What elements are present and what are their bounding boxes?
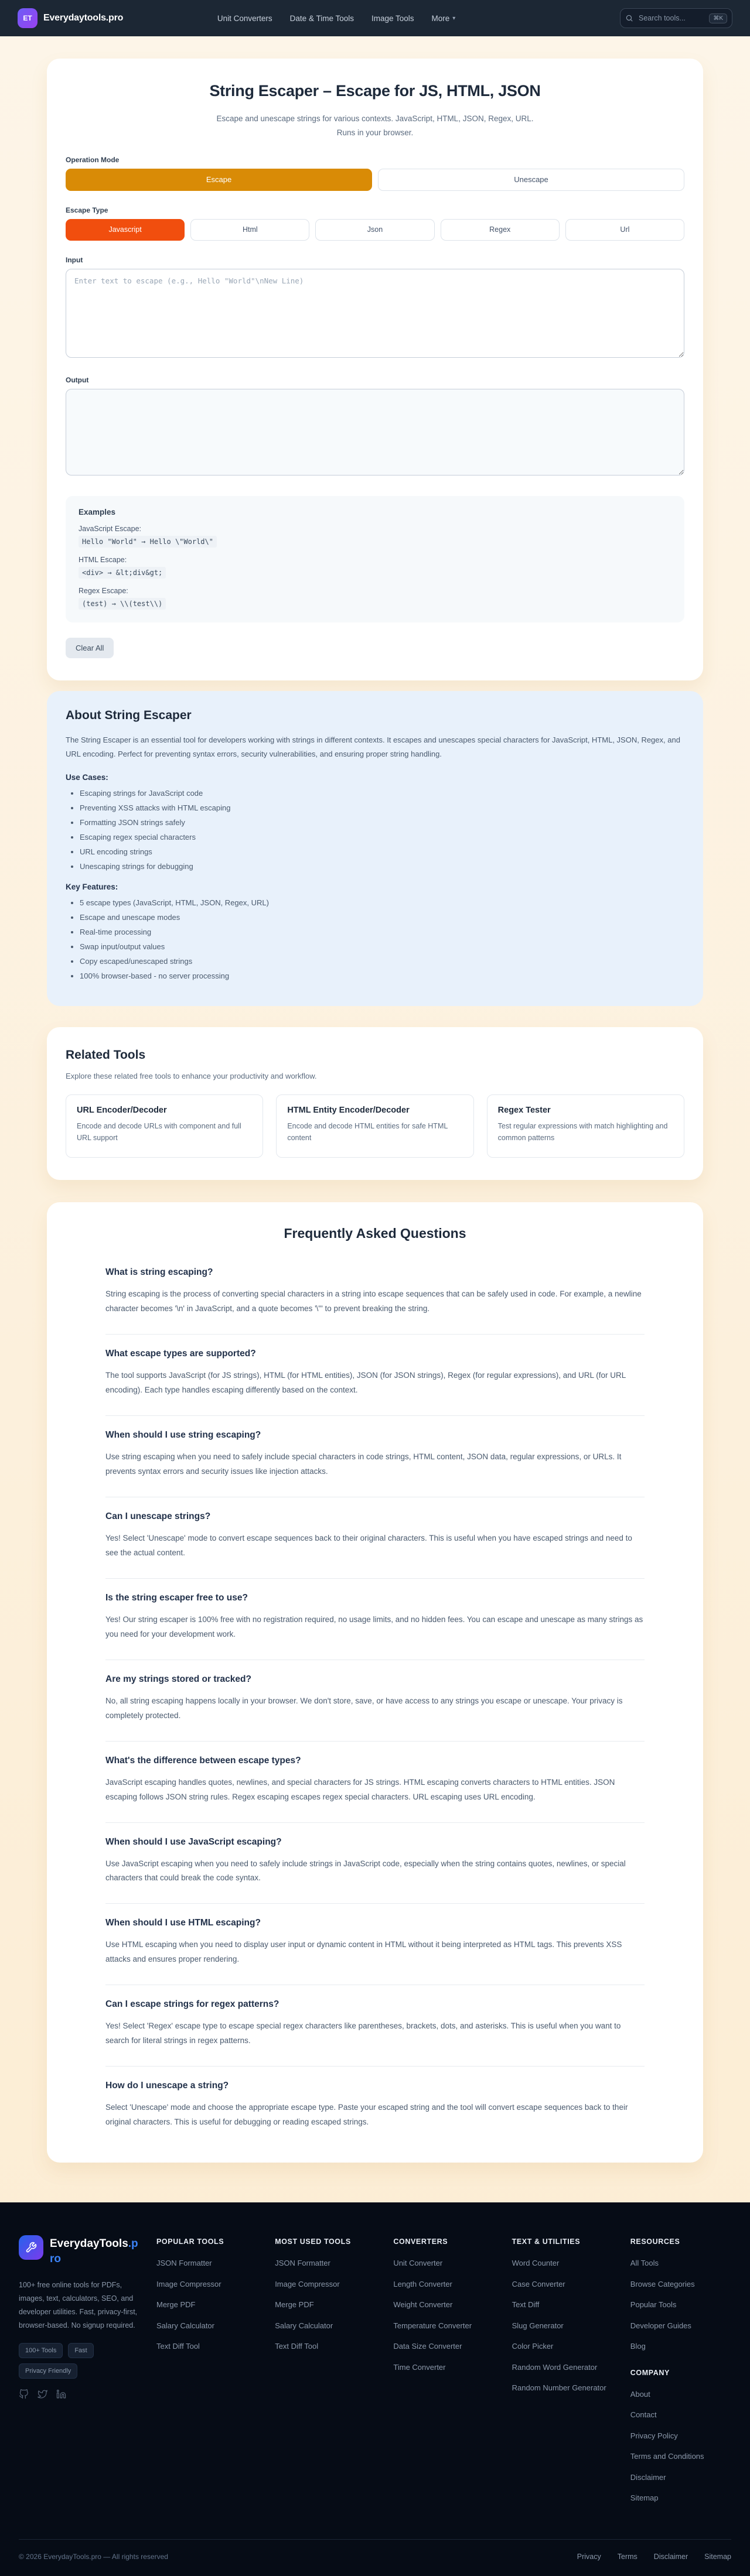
footer-link[interactable]: Merge PDF (275, 2300, 314, 2310)
key-feature-item: • 100% browser-based - no server processing (80, 971, 684, 980)
nav-item-unit-converters[interactable]: Unit Converters (217, 13, 272, 23)
example-code: Hello "World" → Hello \"World\" (79, 536, 217, 548)
footer-link[interactable]: Contact (630, 2410, 657, 2420)
faq-question: How do I unescape a string? (105, 2081, 229, 2091)
badge-privacy: Privacy Friendly (19, 2363, 77, 2379)
faq-item (105, 1823, 645, 1904)
brand[interactable] (18, 8, 123, 28)
footer-link[interactable]: Salary Calculator (275, 2321, 333, 2330)
about-section (47, 691, 703, 1006)
page-content (47, 36, 703, 2182)
footer-link[interactable]: Disclaimer (630, 2472, 666, 2482)
key-feature-item: • Copy escaped/unescaped strings (80, 957, 684, 966)
github-icon[interactable] (19, 2389, 29, 2399)
faq-question: Are my strings stored or tracked? (105, 1674, 251, 1684)
footer-link[interactable]: Privacy Policy (630, 2431, 678, 2440)
faq-item (105, 1335, 645, 1416)
social-links (19, 2389, 139, 2399)
footer-link[interactable]: Image Compressor (275, 2279, 340, 2288)
footer-column-text-utilities: TEXT & UTILITIES Word Counter Case Converter Text Diff Slug Generator Color Picker Random Word Generator Random Number Generator (512, 2235, 613, 2513)
examples-title: Examples (79, 507, 116, 516)
footer-link[interactable]: Time Converter (393, 2362, 446, 2372)
footer-brand-name: EverydayTools.pro (50, 2238, 138, 2265)
footer-link[interactable]: Case Converter (512, 2279, 565, 2288)
key-feature-item: • Swap input/output values (80, 942, 684, 951)
footer-column-converters: CONVERTERS Unit Converter Length Converter Weight Converter Temperature Converter Data Size Converter Time Converter (393, 2235, 494, 2513)
legal-link-disclaimer[interactable]: Disclaimer (653, 2552, 688, 2561)
footer-link[interactable]: Color Picker (512, 2342, 554, 2351)
faq-answer: Use HTML escaping when you need to display user input or dynamic content in HTML without it being interpreted as HTML tags. This prevents XSS attacks and ensures proper rendering. (105, 1940, 622, 1964)
footer-link[interactable]: Popular Tools (630, 2300, 677, 2310)
faq-question: Is the string escaper free to use? (105, 1592, 248, 1603)
nav-item-image-tools[interactable]: Image Tools (371, 13, 414, 23)
type-html-button[interactable]: Html (190, 219, 309, 241)
examples-panel (66, 496, 684, 622)
output-textarea[interactable] (66, 389, 684, 475)
footer-column-resources-company: RESOURCES All Tools Browse Categories Popular Tools Developer Guides Blog COMPANY About Contact Privacy Policy Terms and Conditions Disclaimer Sitemap (630, 2235, 731, 2513)
faq-item (105, 1497, 645, 1579)
faq-answer: String escaping is the process of converting special characters in a string into escape sequences that can be safely used in code. For example, a newline character becomes '\n' in JavaScript, and a quote becomes '\"' to prevent breaking the string. (105, 1289, 642, 1313)
search-input[interactable] (638, 13, 696, 23)
faq-answer: JavaScript escaping handles quotes, newlines, and special characters for JS strings. HTML escaping converts characters to HTML entities. JSON escaping follows JSON string rules. Regex escaping escapes regex special characters. URL escaping uses URL encoding. (105, 1777, 615, 1801)
use-case-item: • URL encoding strings (80, 847, 684, 856)
faq-answer: Yes! Select 'Unescape' mode to convert escape sequences back to their original characters. This is useful when you have escaped strings and need to see the actual content. (105, 1533, 632, 1557)
nav-item-date-time-tools[interactable]: Date & Time Tools (289, 13, 354, 23)
footer-link[interactable]: Text Diff (512, 2300, 540, 2310)
related-tool-regex-tester[interactable]: Regex Tester Test regular expressions with match highlighting and common patterns (487, 1094, 684, 1158)
example-label: Regex Escape: (79, 586, 128, 595)
use-cases-list (66, 789, 684, 871)
footer-column-popular-tools: POPULAR TOOLS JSON Formatter Image Compressor Merge PDF Salary Calculator Text Diff Tool (156, 2235, 257, 2513)
faq-answer: No, all string escaping happens locally in your browser. We don't store, save, or have access to any strings you escape or unescape. Your privacy is completely protected. (105, 1696, 623, 1720)
faq-answer: Use JavaScript escaping when you need to safely include strings in JavaScript code, especially when the string contains quotes, newlines, or special characters that could break the code syntax. (105, 1859, 626, 1883)
key-features-list (66, 898, 684, 980)
search-shortcut-badge: ⌘K (709, 13, 727, 23)
related-tools-grid (66, 1094, 684, 1158)
brand-name: Everydaytools.pro (43, 13, 124, 23)
use-case-item: • Escaping strings for JavaScript code (80, 789, 684, 798)
footer-link[interactable]: Random Word Generator (512, 2362, 598, 2372)
operation-mode-label: Operation Mode (66, 155, 120, 164)
faq-question: Can I escape strings for regex patterns? (105, 1999, 279, 2010)
faq-answer: The tool supports JavaScript (for JS strings), HTML (for HTML entities), JSON (for JSON strings), Regex (for regular expressions), and URL (for URL encoding). Each type handles escaping differently based on the context. (105, 1370, 626, 1394)
page-subtitle: Escape and unescape strings for various contexts. JavaScript, HTML, JSON, Regex, URL. Runs in your browser. (216, 114, 534, 138)
mode-escape-button[interactable]: Escape (66, 169, 372, 191)
footer-link[interactable]: Text Diff Tool (156, 2342, 200, 2351)
badge-fast: Fast (68, 2343, 93, 2358)
footer-link[interactable]: All Tools (630, 2259, 659, 2268)
footer-brand[interactable] (19, 2235, 139, 2266)
faq-item (105, 1904, 645, 1985)
footer-link[interactable]: Terms and Conditions (630, 2452, 704, 2461)
footer-link[interactable]: Length Converter (393, 2279, 452, 2288)
footer-link[interactable]: Image Compressor (156, 2279, 221, 2288)
key-features-heading: Key Features: (66, 882, 118, 891)
search-icon (625, 14, 633, 22)
twitter-icon[interactable] (38, 2389, 47, 2399)
faq-item (105, 1253, 645, 1335)
footer-link[interactable]: Text Diff Tool (275, 2342, 319, 2351)
about-description: The String Escaper is an essential tool for developers working with strings in different contexts. It escapes and unescapes special characters for JavaScript, HTML, JSON, Regex, and URL encoding. Perfect for preventing syntax errors, security vulnerabilities, and ensuring proper string handling. (66, 735, 680, 758)
faq-item (105, 2067, 645, 2147)
search-box[interactable] (620, 8, 732, 28)
chevron-down-icon: ▾ (452, 15, 456, 22)
nav-item-more[interactable]: More ▾ (431, 13, 456, 23)
use-case-item: • Escaping regex special characters (80, 833, 684, 841)
footer-badges (19, 2343, 139, 2379)
example-code: <div> → &lt;div&gt; (79, 567, 166, 579)
footer-link[interactable]: Salary Calculator (156, 2321, 214, 2330)
example-label: HTML Escape: (79, 555, 127, 564)
footer-link[interactable]: Slug Generator (512, 2321, 564, 2330)
faq-answer: Yes! Our string escaper is 100% free with no registration required, no usage limits, and no hidden fees. You can escape and unescape as many strings as you need for your development work. (105, 1614, 643, 1638)
faq-question: Can I unescape strings? (105, 1511, 211, 1521)
use-cases-heading: Use Cases: (66, 772, 108, 782)
footer (0, 2202, 750, 2576)
use-case-item: • Preventing XSS attacks with HTML escaping (80, 803, 684, 812)
input-label: Input (66, 255, 83, 264)
related-tool-url-encoder[interactable]: URL Encoder/Decoder Encode and decode URLs with component and full URL support (66, 1094, 263, 1158)
faq-question: What is string escaping? (105, 1267, 213, 1277)
footer-link[interactable]: Temperature Converter (393, 2321, 472, 2330)
input-textarea[interactable] (66, 269, 684, 358)
footer-link[interactable]: Developer Guides (630, 2321, 691, 2330)
footer-link[interactable]: Random Number Generator (512, 2383, 606, 2393)
legal-link-sitemap[interactable]: Sitemap (704, 2552, 731, 2561)
footer-link[interactable]: Data Size Converter (393, 2342, 462, 2351)
footer-link[interactable]: Sitemap (630, 2493, 659, 2503)
footer-link[interactable]: Browse Categories (630, 2279, 695, 2288)
faq-item (105, 1660, 645, 1742)
footer-brand-column (19, 2235, 139, 2513)
output-label: Output (66, 375, 89, 384)
key-feature-item: • Escape and unescape modes (80, 913, 684, 922)
navbar (0, 0, 750, 36)
faq-item (105, 1985, 645, 2067)
faq-question: When should I use string escaping? (105, 1429, 261, 1440)
footer-link[interactable]: About (630, 2389, 650, 2399)
legal-link-privacy[interactable]: Privacy (577, 2552, 601, 2561)
faq-item (105, 1579, 645, 1660)
legal-link-terms[interactable]: Terms (617, 2552, 638, 2561)
string-escaper-tool-card (47, 59, 703, 680)
footer-link[interactable]: Merge PDF (156, 2300, 196, 2310)
faq-title: Frequently Asked Questions (284, 1225, 466, 1241)
linkedin-icon[interactable] (56, 2389, 66, 2399)
page-title: String Escaper – Escape for JS, HTML, JSON (209, 82, 541, 100)
faq-item (105, 1742, 645, 1823)
faq-item (105, 1416, 645, 1497)
escape-type-label: Escape Type (66, 206, 108, 214)
operation-mode-group (66, 169, 684, 191)
footer-link[interactable]: Blog (630, 2342, 646, 2351)
faq-section (47, 1202, 703, 2163)
wrench-icon (19, 2235, 43, 2260)
related-tool-html-entity-encoder[interactable]: HTML Entity Encoder/Decoder Encode and decode HTML entities for safe HTML content (276, 1094, 473, 1158)
related-tools-section (47, 1027, 703, 1180)
badge-tools-count: 100+ Tools (19, 2343, 63, 2358)
mode-unescape-button[interactable]: Unescape (378, 169, 684, 191)
legal-links (577, 2553, 731, 2561)
type-json-button[interactable]: Json (315, 219, 434, 241)
footer-link[interactable]: Weight Converter (393, 2300, 453, 2310)
footer-description: 100+ free online tools for PDFs, images, text, calculators, SEO, and developer utilities. Fast, privacy-first, browser-based. No signup required. (19, 2280, 138, 2329)
footer-bottom-bar (19, 2539, 731, 2576)
footer-grid (19, 2235, 731, 2513)
type-regex-button[interactable]: Regex (441, 219, 560, 241)
clear-all-button[interactable]: Clear All (66, 638, 114, 658)
example-code: (test) → \\(test\\) (79, 598, 166, 610)
key-feature-item: • 5 escape types (JavaScript, HTML, JSON, Regex, URL) (80, 898, 684, 907)
brand-logo: ET (18, 8, 38, 28)
faq-question: When should I use HTML escaping? (105, 1918, 261, 1928)
related-tools-title: Related Tools (66, 1048, 146, 1062)
footer-link[interactable]: Word Counter (512, 2259, 560, 2268)
use-case-item: • Formatting JSON strings safely (80, 818, 684, 827)
about-title: About String Escaper (66, 708, 192, 722)
faq-question: What's the difference between escape types? (105, 1755, 301, 1766)
faq-answer: Yes! Select 'Regex' escape type to escape special regex characters like parentheses, brackets, dots, and asterisks. This is useful when you want to search for literal strings in regex patterns. (105, 2021, 621, 2045)
faq-answer: Use string escaping when you need to safely include special characters in code strings, HTML content, JSON data, regular expressions, or URLs. It prevents syntax errors and security issues like injection attacks. (105, 1452, 622, 1476)
footer-column-most-used-tools: MOST USED TOOLS JSON Formatter Image Compressor Merge PDF Salary Calculator Text Diff Tool (275, 2235, 376, 2513)
footer-link[interactable]: JSON Formatter (156, 2259, 212, 2268)
type-url-button[interactable]: Url (565, 219, 684, 241)
use-case-item: • Unescaping strings for debugging (80, 862, 684, 871)
main-nav (217, 14, 455, 23)
type-javascript-button[interactable]: Javascript (66, 219, 185, 241)
example-label: JavaScript Escape: (79, 524, 141, 533)
faq-question: What escape types are supported? (105, 1348, 256, 1359)
footer-link[interactable]: Unit Converter (393, 2259, 443, 2268)
faq-question: When should I use JavaScript escaping? (105, 1836, 282, 1847)
escape-type-group (66, 219, 684, 241)
copyright: © 2026 EverydayTools.pro — All rights reserved (19, 2552, 168, 2561)
related-tools-subtitle: Explore these related free tools to enhance your productivity and workflow. (66, 1071, 317, 1080)
footer-link[interactable]: JSON Formatter (275, 2259, 330, 2268)
faq-answer: Select 'Unescape' mode and choose the appropriate escape type. Paste your escaped string and the tool will convert escape sequences back to their original characters. This is useful for debugging or reading escaped strings. (105, 2103, 628, 2127)
key-feature-item: • Real-time processing (80, 928, 684, 936)
